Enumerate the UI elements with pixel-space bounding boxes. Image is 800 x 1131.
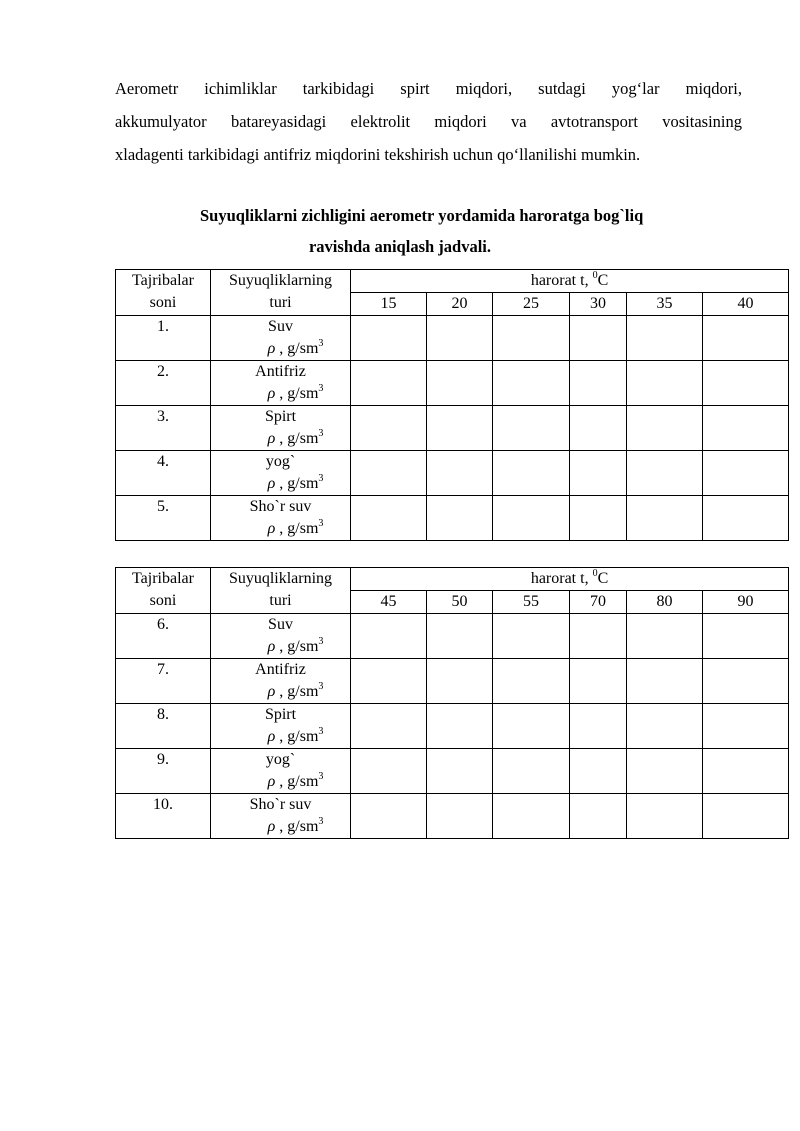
density-unit (211, 681, 350, 703)
row-number: 5. (116, 496, 211, 541)
liquid-name: Spirt (264, 706, 297, 723)
unit-exponent: 3 (318, 635, 324, 647)
unit-text: , g/sm (275, 475, 319, 492)
value-cell[interactable] (427, 704, 493, 749)
value-cell[interactable] (493, 496, 570, 541)
temp-cell: 45 (351, 591, 427, 614)
temp-cell: 90 (703, 591, 789, 614)
header-liquid-type (211, 270, 351, 316)
value-cell[interactable] (351, 659, 427, 704)
liquid-name: yog` (265, 453, 296, 470)
table-row (116, 614, 789, 659)
table-row (116, 361, 789, 406)
value-cell[interactable] (627, 614, 703, 659)
temp-cell: 70 (570, 591, 627, 614)
value-cell[interactable] (703, 361, 789, 406)
unit-text: , g/sm (275, 728, 319, 745)
temp-cell: 15 (351, 293, 427, 316)
header-liquid-line2: turi (269, 294, 292, 311)
table-2-body (116, 614, 789, 839)
density-unit (211, 338, 350, 360)
unit-exponent: 3 (318, 427, 324, 439)
unit-exponent: 3 (318, 680, 324, 692)
paragraph-line: Aerometr ichimliklar tarkibidagi spirt miqdori, sutdagi yog‘lar miqdori, (115, 79, 742, 98)
table-title-line2: ravishda aniqlash jadvali. (308, 237, 491, 256)
density-unit (211, 771, 350, 793)
value-cell[interactable] (570, 794, 627, 839)
value-cell[interactable] (493, 749, 570, 794)
temp-cell: 80 (627, 591, 703, 614)
table-row (116, 794, 789, 839)
liquid-name: Sho`r suv (249, 498, 312, 515)
density-unit (211, 636, 350, 658)
header-experiments-line1: Tajribalar (132, 272, 194, 289)
value-cell[interactable] (493, 406, 570, 451)
temp-unit: C (597, 272, 609, 289)
liquid-cell (211, 361, 351, 406)
temp-cell: 20 (427, 293, 493, 316)
value-cell[interactable] (427, 794, 493, 839)
row-number: 8. (116, 704, 211, 749)
value-cell[interactable] (351, 406, 427, 451)
unit-exponent: 3 (318, 337, 324, 349)
value-cell[interactable] (627, 659, 703, 704)
value-cell[interactable] (493, 659, 570, 704)
intro-paragraph (115, 72, 742, 171)
header-temperature (351, 568, 789, 591)
table-row (116, 749, 789, 794)
temp-cell: 30 (570, 293, 627, 316)
value-cell[interactable] (570, 316, 627, 361)
table-row (116, 451, 789, 496)
liquid-cell (211, 749, 351, 794)
value-cell[interactable] (627, 496, 703, 541)
liquid-cell (211, 316, 351, 361)
paragraph-line: xladagenti tarkibidagi antifriz miqdorini tekshirish uchun qo‘llanilishi mumkin. (115, 145, 641, 164)
rho-symbol: ρ (267, 430, 276, 447)
unit-exponent: 3 (318, 725, 324, 737)
density-unit (211, 383, 350, 405)
value-cell[interactable] (627, 316, 703, 361)
value-cell[interactable] (351, 704, 427, 749)
value-cell[interactable] (703, 659, 789, 704)
density-unit (211, 816, 350, 838)
value-cell[interactable] (703, 614, 789, 659)
liquid-cell (211, 406, 351, 451)
value-cell[interactable] (493, 794, 570, 839)
value-cell[interactable] (703, 704, 789, 749)
row-number: 3. (116, 406, 211, 451)
unit-exponent: 3 (318, 382, 324, 394)
value-cell[interactable] (627, 406, 703, 451)
value-cell[interactable] (570, 361, 627, 406)
liquid-cell (211, 659, 351, 704)
rho-symbol: ρ (267, 773, 276, 790)
value-cell[interactable] (703, 451, 789, 496)
value-cell[interactable] (627, 749, 703, 794)
value-cell[interactable] (703, 496, 789, 541)
unit-text: , g/sm (275, 638, 319, 655)
temp-unit: C (597, 570, 609, 587)
temp-cell: 25 (493, 293, 570, 316)
value-cell[interactable] (427, 316, 493, 361)
value-cell[interactable] (427, 496, 493, 541)
value-cell[interactable] (427, 614, 493, 659)
liquid-cell (211, 794, 351, 839)
liquid-cell (211, 451, 351, 496)
temp-cell: 40 (703, 293, 789, 316)
liquid-name: Antifriz (255, 661, 306, 678)
value-cell[interactable] (570, 749, 627, 794)
header-liquid-line1: Suyuqliklarning (228, 570, 333, 587)
temp-degree: 0 (592, 269, 598, 281)
value-cell[interactable] (703, 794, 789, 839)
value-cell[interactable] (570, 406, 627, 451)
liquid-cell (211, 496, 351, 541)
unit-text: , g/sm (275, 683, 319, 700)
density-unit (211, 518, 350, 540)
header-liquid-line2: turi (269, 592, 292, 609)
value-cell[interactable] (570, 496, 627, 541)
rho-symbol: ρ (267, 520, 276, 537)
temp-cell: 50 (427, 591, 493, 614)
row-number: 1. (116, 316, 211, 361)
liquid-name: Antifriz (255, 363, 306, 380)
rho-symbol: ρ (267, 340, 276, 357)
density-unit (211, 428, 350, 450)
value-cell[interactable] (427, 749, 493, 794)
rho-symbol: ρ (267, 638, 276, 655)
density-unit (211, 473, 350, 495)
liquid-name: Sho`r suv (249, 796, 312, 813)
value-cell[interactable] (627, 451, 703, 496)
value-cell[interactable] (351, 794, 427, 839)
value-cell[interactable] (493, 451, 570, 496)
unit-text: , g/sm (275, 385, 319, 402)
row-number: 6. (116, 614, 211, 659)
unit-text: , g/sm (275, 773, 319, 790)
paragraph-line: akkumulyator batareyasidagi elektrolit miqdori va avtotransport vositasining (115, 112, 742, 131)
value-cell[interactable] (351, 614, 427, 659)
value-cell[interactable] (493, 704, 570, 749)
header-experiments-line1: Tajribalar (132, 570, 194, 587)
value-cell[interactable] (351, 316, 427, 361)
unit-text: , g/sm (275, 430, 319, 447)
temp-cell: 35 (627, 293, 703, 316)
temp-degree: 0 (592, 567, 598, 579)
value-cell[interactable] (570, 451, 627, 496)
value-cell[interactable] (427, 451, 493, 496)
liquid-name: yog` (265, 751, 296, 768)
row-number: 2. (116, 361, 211, 406)
value-cell[interactable] (493, 316, 570, 361)
table-1-body (116, 316, 789, 541)
temp-label: harorat t, (530, 272, 593, 289)
value-cell[interactable] (570, 659, 627, 704)
rho-symbol: ρ (267, 818, 276, 835)
header-liquid-type (211, 568, 351, 614)
unit-text: , g/sm (275, 340, 319, 357)
unit-exponent: 3 (318, 517, 324, 529)
value-cell[interactable] (703, 316, 789, 361)
header-experiments-line2: soni (149, 294, 177, 311)
rho-symbol: ρ (267, 385, 276, 402)
rho-symbol: ρ (267, 683, 276, 700)
row-number: 7. (116, 659, 211, 704)
table-row (116, 316, 789, 361)
value-cell[interactable] (493, 361, 570, 406)
value-cell[interactable] (427, 361, 493, 406)
unit-text: , g/sm (275, 520, 319, 537)
table-row (116, 496, 789, 541)
value-cell[interactable] (627, 794, 703, 839)
value-cell[interactable] (351, 496, 427, 541)
value-cell[interactable] (570, 704, 627, 749)
temp-cell: 55 (493, 591, 570, 614)
rho-symbol: ρ (267, 728, 276, 745)
table-row (116, 659, 789, 704)
value-cell[interactable] (627, 704, 703, 749)
row-number: 4. (116, 451, 211, 496)
value-cell[interactable] (703, 406, 789, 451)
value-cell[interactable] (427, 406, 493, 451)
liquid-cell (211, 704, 351, 749)
unit-exponent: 3 (318, 815, 324, 827)
value-cell[interactable] (570, 614, 627, 659)
rho-symbol: ρ (267, 475, 276, 492)
header-experiments (116, 568, 211, 614)
unit-text: , g/sm (275, 818, 319, 835)
value-cell[interactable] (351, 451, 427, 496)
liquid-name: Suv (268, 616, 293, 633)
liquid-cell (211, 614, 351, 659)
liquid-name: Suv (268, 318, 293, 335)
row-number: 10. (116, 794, 211, 839)
density-table-1 (115, 269, 789, 541)
value-cell[interactable] (703, 749, 789, 794)
unit-exponent: 3 (318, 472, 324, 484)
density-unit (211, 726, 350, 748)
liquid-name: Spirt (264, 408, 297, 425)
row-number: 9. (116, 749, 211, 794)
value-cell[interactable] (493, 614, 570, 659)
unit-exponent: 3 (318, 770, 324, 782)
header-liquid-line1: Suyuqliklarning (228, 272, 333, 289)
table-row (116, 406, 789, 451)
table-row (116, 704, 789, 749)
header-experiments-line2: soni (149, 592, 177, 609)
value-cell[interactable] (427, 659, 493, 704)
value-cell[interactable] (351, 361, 427, 406)
table-title-line1: Suyuqliklarni zichligini aerometr yordamida haroratga bog`liq (200, 206, 644, 225)
density-table-2 (115, 567, 789, 839)
value-cell[interactable] (351, 749, 427, 794)
temp-label: harorat t, (530, 570, 593, 587)
header-temperature (351, 270, 789, 293)
header-experiments (116, 270, 211, 316)
value-cell[interactable] (627, 361, 703, 406)
